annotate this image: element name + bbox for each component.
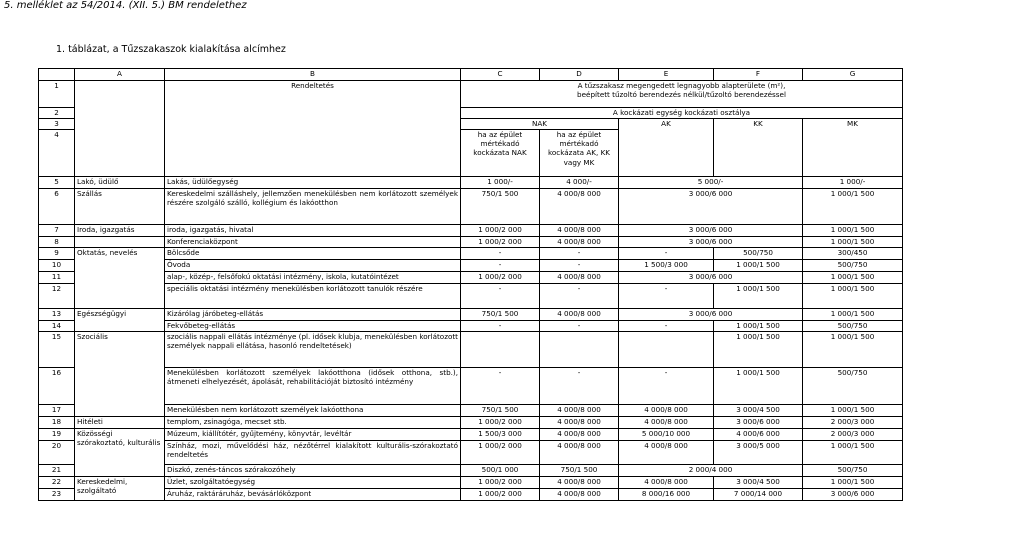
- table-row: [39, 321, 903, 332]
- row-number: 6: [39, 189, 75, 225]
- value-cell: 4 000/8 000: [540, 489, 619, 501]
- value-cell: -: [461, 368, 540, 405]
- value-cell: 500/750: [803, 260, 903, 272]
- value-cell: 500/750: [803, 465, 903, 477]
- row-number: 1: [39, 81, 75, 108]
- header-nak-c: ha az épület mértékadó kockázata NAK: [461, 130, 540, 177]
- value-cell: 3 000/6 000: [803, 489, 903, 501]
- value-cell: 7 000/14 000: [714, 489, 803, 501]
- value-cell: 1 000/2 000: [461, 489, 540, 501]
- value-cell: -: [540, 260, 619, 272]
- column-letter: D: [540, 69, 619, 81]
- purpose-cell: Áruház, raktáráruház, bevásárlóközpont: [165, 489, 461, 501]
- value-cell: -: [461, 248, 540, 260]
- group-label: Oktatás, nevelés: [75, 248, 165, 309]
- purpose-cell: Színház, mozi, művelődési ház, nézőtérrel kialakított kulturális-szórakoztató rendeltetés: [165, 441, 461, 465]
- row-number: 17: [39, 405, 75, 417]
- value-cell: 4 000/8 000: [540, 272, 619, 284]
- value-cell: 750/1 500: [461, 309, 540, 321]
- value-cell: 3 000/6 000: [714, 417, 803, 429]
- value-cell: 3 000/6 000: [619, 189, 803, 225]
- value-cell: 1 000/1 500: [803, 405, 903, 417]
- header-risk-class: A kockázati egység kockázati osztálya: [461, 108, 903, 119]
- value-cell: 1 000/2 000: [461, 272, 540, 284]
- value-cell: -: [540, 368, 619, 405]
- value-cell: [540, 332, 619, 368]
- table-row: [39, 225, 903, 237]
- row-number: 10: [39, 260, 75, 272]
- column-letter: F: [714, 69, 803, 81]
- table-row: [39, 260, 903, 272]
- value-cell: 4 000/6 000: [714, 429, 803, 441]
- group-label: Lakó, üdülő: [75, 177, 165, 189]
- table-row: [39, 489, 903, 501]
- value-cell: 1 000/-: [803, 177, 903, 189]
- table-row: [39, 417, 903, 429]
- value-cell: 3 000/6 000: [619, 309, 803, 321]
- value-cell: -: [461, 260, 540, 272]
- row-number: 22: [39, 477, 75, 489]
- row-number: 19: [39, 429, 75, 441]
- purpose-cell: szociális nappali ellátás intézménye (pl. idősek klubja, menekülésben korlátozott személyek nappali ellátása, hasonló rendeltetések): [165, 332, 461, 368]
- value-cell: 1 000/-: [461, 177, 540, 189]
- value-cell: -: [540, 248, 619, 260]
- value-cell: 4 000/8 000: [619, 477, 714, 489]
- row-number: 16: [39, 368, 75, 405]
- value-cell: 2 000/3 000: [803, 429, 903, 441]
- value-cell: 1 000/1 500: [714, 332, 803, 368]
- purpose-cell: Bölcsőde: [165, 248, 461, 260]
- value-cell: 3 000/4 500: [714, 405, 803, 417]
- value-cell: 1 500/3 000: [461, 429, 540, 441]
- header-purpose: Rendeltetés: [165, 81, 461, 177]
- table-row: [39, 189, 903, 225]
- corner-cell: [39, 69, 75, 81]
- value-cell: 4 000/8 000: [619, 405, 714, 417]
- value-cell: 1 000/1 500: [803, 332, 903, 368]
- row-number: 13: [39, 309, 75, 321]
- purpose-cell: Kizárólag járóbeteg-ellátás: [165, 309, 461, 321]
- value-cell: -: [619, 368, 714, 405]
- table-caption: 1. táblázat, a Tűzszakaszok kialakítása alcímhez: [56, 44, 286, 55]
- table-row: [39, 272, 903, 284]
- group-label: Kereskedelmi, szolgáltató: [75, 477, 165, 501]
- group-label: Szociális: [75, 332, 165, 417]
- header-nak-d: ha az épület mértékadó kockázata AK, KK vagy MK: [540, 130, 619, 177]
- column-letter: G: [803, 69, 903, 81]
- header-max-area-line1: A tűzszakasz megengedett legnagyobb alapterülete (m²),: [577, 81, 786, 90]
- row-number: 2: [39, 108, 75, 119]
- value-cell: 3 000/5 000: [714, 441, 803, 465]
- value-cell: 3 000/6 000: [619, 272, 803, 284]
- value-cell: 500/1 000: [461, 465, 540, 477]
- purpose-cell: Óvoda: [165, 260, 461, 272]
- row-number: 5: [39, 177, 75, 189]
- column-letter: E: [619, 69, 714, 81]
- row-number: 11: [39, 272, 75, 284]
- value-cell: 4 000/8 000: [540, 309, 619, 321]
- value-cell: -: [540, 284, 619, 309]
- value-cell: 1 000/2 000: [461, 477, 540, 489]
- value-cell: 8 000/16 000: [619, 489, 714, 501]
- value-cell: 1 000/2 000: [461, 225, 540, 237]
- value-cell: -: [540, 321, 619, 332]
- row-number: 15: [39, 332, 75, 368]
- header-kk: KK: [714, 119, 803, 177]
- purpose-cell: Konferenciaközpont: [165, 237, 461, 248]
- value-cell: -: [619, 248, 714, 260]
- value-cell: 4 000/8 000: [540, 477, 619, 489]
- table-row: [39, 477, 903, 489]
- row-number: 12: [39, 284, 75, 309]
- purpose-cell: Múzeum, kiállítótér, gyűjtemény, könyvtár, levéltár: [165, 429, 461, 441]
- row-number: 9: [39, 248, 75, 260]
- purpose-cell: Menekülésben nem korlátozott személyek lakóotthona: [165, 405, 461, 417]
- value-cell: 5 000/-: [619, 177, 803, 189]
- purpose-cell: speciális oktatási intézmény menekülésben korlátozott tanulók részére: [165, 284, 461, 309]
- table-row: [39, 368, 903, 405]
- value-cell: 750/1 500: [461, 189, 540, 225]
- value-cell: 4 000/8 000: [540, 441, 619, 465]
- value-cell: 1 000/1 500: [714, 321, 803, 332]
- value-cell: 4 000/8 000: [619, 417, 714, 429]
- value-cell: 3 000/4 500: [714, 477, 803, 489]
- value-cell: 1 000/1 500: [803, 441, 903, 465]
- purpose-cell: Diszkó, zenés-táncos szórakozóhely: [165, 465, 461, 477]
- row-number: 23: [39, 489, 75, 501]
- group-label: Közösségi szórakoztató, kulturális: [75, 429, 165, 477]
- group-header-empty: [75, 81, 165, 177]
- table-row: [39, 332, 903, 368]
- purpose-cell: Kereskedelmi szálláshely, jellemzően menekülésben nem korlátozott személyek részére szolgáló szálló, kollégium és lakóotthon: [165, 189, 461, 225]
- value-cell: 3 000/6 000: [619, 225, 803, 237]
- value-cell: 1 000/1 500: [803, 284, 903, 309]
- value-cell: 750/1 500: [540, 465, 619, 477]
- value-cell: 4 000/8 000: [540, 417, 619, 429]
- value-cell: 1 000/2 000: [461, 441, 540, 465]
- value-cell: [461, 332, 540, 368]
- value-cell: 5 000/10 000: [619, 429, 714, 441]
- row-number: 4: [39, 130, 75, 177]
- value-cell: 1 500/3 000: [619, 260, 714, 272]
- value-cell: 4 000/8 000: [540, 189, 619, 225]
- value-cell: 1 000/2 000: [461, 417, 540, 429]
- table-row: [39, 465, 903, 477]
- purpose-cell: Lakás, üdülőegység: [165, 177, 461, 189]
- value-cell: 1 000/1 500: [714, 368, 803, 405]
- value-cell: -: [619, 321, 714, 332]
- value-cell: 750/1 500: [461, 405, 540, 417]
- value-cell: 4 000/8 000: [619, 441, 714, 465]
- table-row: [39, 248, 903, 260]
- value-cell: 4 000/8 000: [540, 429, 619, 441]
- table-row: [39, 177, 903, 189]
- value-cell: 1 000/1 500: [803, 225, 903, 237]
- table-row: [39, 309, 903, 321]
- value-cell: -: [461, 321, 540, 332]
- value-cell: 3 000/6 000: [619, 237, 803, 248]
- purpose-cell: iroda, igazgatás, hivatal: [165, 225, 461, 237]
- value-cell: 500/750: [803, 321, 903, 332]
- value-cell: 2 000/3 000: [803, 417, 903, 429]
- value-cell: 4 000/8 000: [540, 405, 619, 417]
- group-label: Iroda, igazgatás: [75, 225, 165, 237]
- purpose-cell: Üzlet, szolgáltatóegység: [165, 477, 461, 489]
- column-letter: B: [165, 69, 461, 81]
- value-cell: 2 000/4 000: [619, 465, 803, 477]
- table-row: [39, 441, 903, 465]
- group-label: Szállás: [75, 189, 165, 225]
- value-cell: 4 000/8 000: [540, 237, 619, 248]
- value-cell: 500/750: [803, 368, 903, 405]
- header-max-area: [461, 81, 903, 108]
- value-cell: 1 000/1 500: [714, 284, 803, 309]
- header-nak: NAK: [461, 119, 619, 130]
- purpose-cell: Menekülésben korlátozott személyek lakóotthona (idősek otthona, stb.), átmeneti elhelyezését, ápolását, rehabilitációját biztosító intézmény: [165, 368, 461, 405]
- row-number: 14: [39, 321, 75, 332]
- column-letter: C: [461, 69, 540, 81]
- row-number: 3: [39, 119, 75, 130]
- purpose-cell: Fekvőbeteg-ellátás: [165, 321, 461, 332]
- header-ak: AK: [619, 119, 714, 177]
- value-cell: 1 000/1 500: [803, 309, 903, 321]
- row-number: 18: [39, 417, 75, 429]
- value-cell: 1 000/1 500: [714, 260, 803, 272]
- header-max-area-line2: beépített tűzoltó berendezés nélkül/tűzoltó berendezéssel: [577, 90, 786, 100]
- row-number: 20: [39, 441, 75, 465]
- table-row: [39, 237, 903, 248]
- row-number: 21: [39, 465, 75, 477]
- purpose-cell: alap-, közép-, felsőfokú oktatási intézmény, iskola, kutatóintézet: [165, 272, 461, 284]
- purpose-cell: templom, zsinagóga, mecset stb.: [165, 417, 461, 429]
- table-row: [39, 284, 903, 309]
- column-letter: A: [75, 69, 165, 81]
- value-cell: 1 000/1 500: [803, 237, 903, 248]
- value-cell: 300/450: [803, 248, 903, 260]
- value-cell: 500/750: [714, 248, 803, 260]
- value-cell: 1 000/1 500: [803, 477, 903, 489]
- value-cell: 1 000/2 000: [461, 237, 540, 248]
- table-row: [39, 405, 903, 417]
- value-cell: 1 000/1 500: [803, 189, 903, 225]
- value-cell: 1 000/1 500: [803, 272, 903, 284]
- row-number: 7: [39, 225, 75, 237]
- row-number: 8: [39, 237, 75, 248]
- value-cell: -: [461, 284, 540, 309]
- value-cell: -: [619, 284, 714, 309]
- value-cell: [619, 332, 714, 368]
- value-cell: 4 000/-: [540, 177, 619, 189]
- annex-title: 5. melléklet az 54/2014. (XII. 5.) BM rendelethez: [4, 0, 247, 11]
- fire-compartment-table: [38, 68, 903, 501]
- header-mk: MK: [803, 119, 903, 177]
- group-label-empty: [75, 237, 165, 248]
- group-label: Egészségügyi: [75, 309, 165, 332]
- table-row: [39, 429, 903, 441]
- value-cell: 4 000/8 000: [540, 225, 619, 237]
- group-label: Hitéleti: [75, 417, 165, 429]
